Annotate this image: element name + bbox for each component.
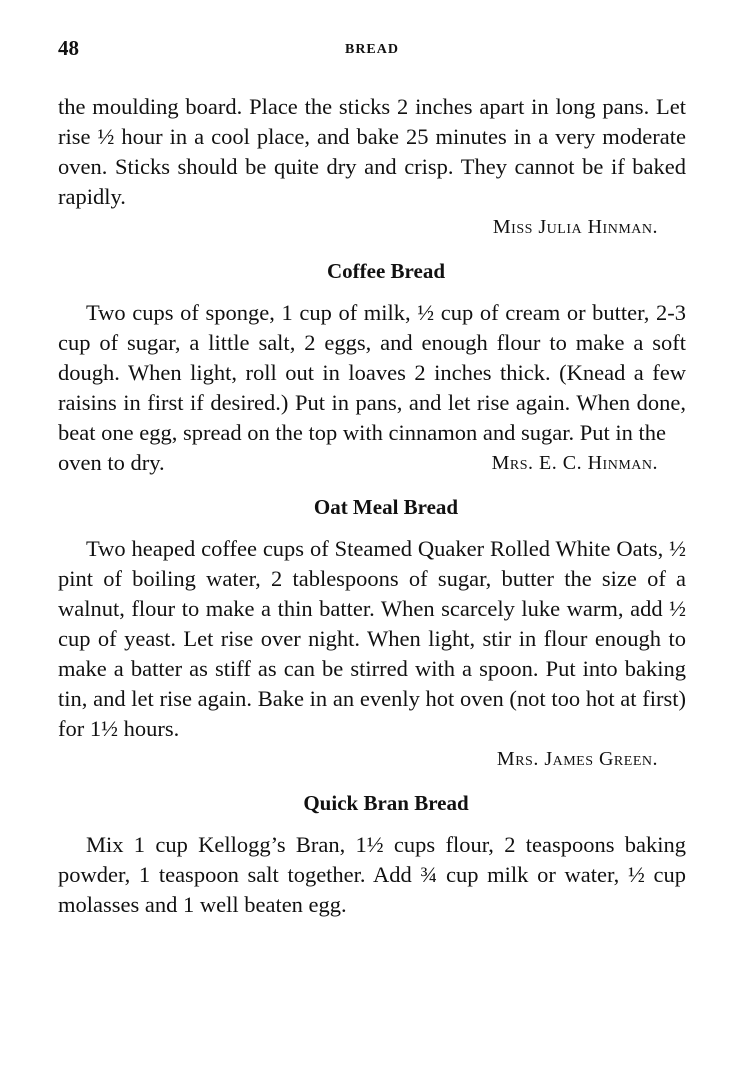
running-head: BREAD bbox=[344, 42, 399, 57]
recipe-title: Oat Meal Bread bbox=[313, 495, 459, 519]
recipe-signature: Mrs. E. C. Hinman. bbox=[491, 452, 658, 474]
recipe-text-end: oven to dry. bbox=[58, 450, 165, 475]
continued-recipe-text: the moulding board. Place the sticks 2 inches apart in long pans. Let rise ½ hour in a cool place, and bake 25 minutes in a very moderate oven. Sticks should be quite dry and crisp. They cannot be if baked rapidly. bbox=[58, 94, 686, 209]
recipe-text: Two heaped coffee cups of Steamed Quaker Rolled White Oats, ½ pint of boiling water, 2 tablespoons of sugar, butter the size of a walnut, flour to make a thin batter. When scarcely luke warm, add ½ cup of yeast. Let rise over night. When light, stir in flour enough to make a batter as stiff as can be stirred with a spoon. Put into baking tin, and let rise again. Bake in an evenly hot oven (not too hot at first) for 1½ hours. bbox=[58, 536, 686, 741]
page-number: 48 bbox=[58, 36, 79, 60]
recipe-title: Quick Bran Bread bbox=[303, 791, 469, 815]
recipe-last-line bbox=[58, 448, 686, 478]
recipe-text: Mix 1 cup Kellogg’s Bran, 1½ cups flour, 2 teaspoons baking powder, 1 teaspoon salt together. Add ¾ cup milk or water, ½ cup molasses and 1 well beaten egg. bbox=[58, 832, 686, 917]
recipe-signature: Miss Julia Hinman. bbox=[492, 216, 658, 238]
page-header bbox=[58, 30, 686, 64]
recipe-signature: Mrs. James Green. bbox=[496, 748, 658, 770]
book-page bbox=[58, 30, 686, 920]
recipe-title: Coffee Bread bbox=[327, 259, 445, 283]
recipe-text: Two cups of sponge, 1 cup of milk, ½ cup of cream or butter, 2-3 cup of sugar, a little salt, 2 eggs, and enough flour to make a soft dough. When light, roll out in loaves 2 inches thick. (Knead a few raisins in first if desired.) Put in pans, and let rise again. When done, beat one egg, spread on the top with cinnamon and sugar. Put in the bbox=[58, 300, 686, 445]
